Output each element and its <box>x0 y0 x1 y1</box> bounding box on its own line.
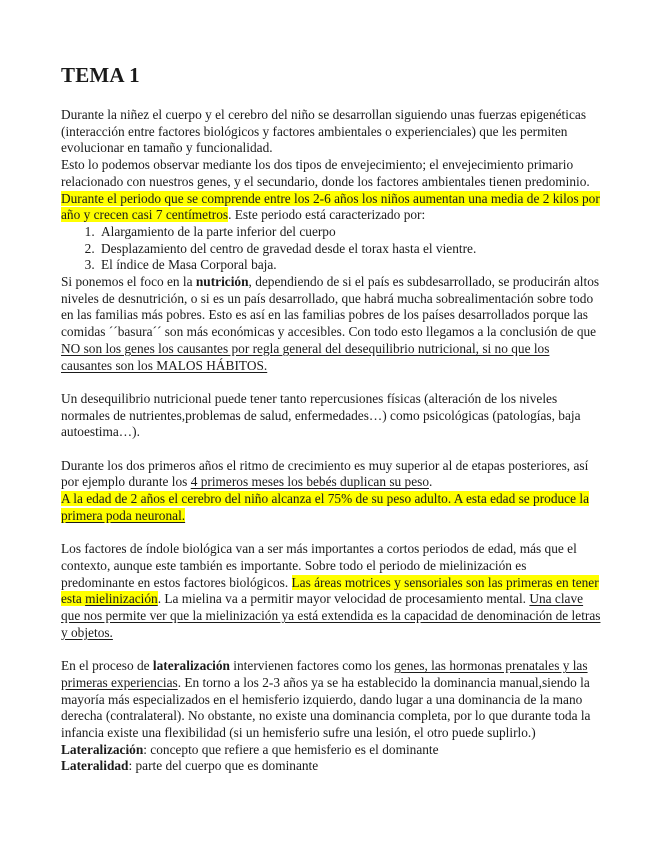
term-lateralizacion: lateralización <box>152 658 230 674</box>
highlight-mielinizacion: mielinización <box>85 591 158 607</box>
list-item: 2. Desplazamiento del centro de gravedad desde el torax hasta el vientre. <box>98 241 602 258</box>
list-item: 3. El índice de Masa Corporal baja. <box>98 257 602 274</box>
definition-term: Lateralización <box>61 741 144 757</box>
paragraph-aging: Esto lo podemos observar mediante los dos tipos de envejecimiento; el envejecimiento primario relacionado con nuestros genes, y el secundario, donde los factores ambientales tienen predominio. <box>61 157 590 189</box>
paragraph-nutrition: Si ponemos el foco en la nutrición, dependiendo de si el país es subdesarrollado, se producirán altos niveles de desnutrición, o si es un país desarrollado, que habrá mucha sobrealimentación sobre todo en las familias más pobres. Esto es así en las familias pobres de los países desarrollados porque las comidas ´´basura´´ son más económicas y accesibles. Con todo esto llegamos a la conclusión de que NO son los genes los causantes por regla general del desequilibrio nutricional, si no que los causantes son los MALOS HÁBITOS. <box>61 274 600 373</box>
underline-neuronal-pruning: primera poda neuronal. <box>61 507 186 523</box>
page-title: TEMA 1 <box>61 63 140 87</box>
term-nutricion: nutrición <box>195 274 249 290</box>
paragraph-growth: Durante el periodo que se comprende entre los 2-6 años los niños aumentan una media de 2 kilos por año y crecen casi 7 centímetros. Este periodo está caracterizado por: <box>61 190 600 223</box>
paragraph-epigenetics: Durante la niñez el cuerpo y el cerebro del niño se desarrollan siguiendo unas fuerzas epigenéticas (interacción entre factores biológicos y factores ambientales o experienciales) que les permiten evolucionar en tamaño y funcionalidad. <box>61 107 587 156</box>
document-body <box>61 107 602 775</box>
paragraph-myelination: Los factores de índole biológica van a ser más importantes a cortos periodos de edad, más que el contexto, aunque este también es importante. Sobre todo el periodo de mielinización es predominante en estos factores biológicos. Las áreas motrices y sensoriales son las primeras en tener esta mielinización. La mielina va a permitir mayor velocidad de procesamiento mental. Una clave que nos permite ver que la mielinización ya está extendida es la capacidad de denominación de letras y objetos. <box>61 541 601 640</box>
underline-factors: genes, las hormonas prenatales y las primeras experiencias <box>61 658 588 690</box>
paragraph-brain-weight <box>61 491 602 524</box>
underline-denomination: Una clave que nos permite ver que la mielinización ya está extendida es la capacidad de denominación de letras y objetos. <box>61 591 601 640</box>
underline-bad-habits: NO son los genes los causantes por regla general del desequilibrio nutricional, si no que los causantes son los MALOS HÁBITOS. <box>61 340 550 373</box>
list-item: 1. Alargamiento de la parte inferior del cuerpo <box>98 224 602 241</box>
highlight-growth: Durante el periodo que se comprende entre los 2-6 años los niños aumentan una media de 2 kilos por año y crecen casi 7 centímetros <box>61 190 600 223</box>
underline-weight-doubling: 4 primeros meses los bebés duplican su peso <box>190 474 429 490</box>
definition-lateralidad: Lateralidad: parte del cuerpo que es dominante <box>61 758 319 774</box>
paragraph-first-years: Durante los dos primeros años el ritmo de crecimiento es muy superior al de etapas posteriores, así por ejemplo durante los 4 primeros meses los bebés duplican su peso. <box>61 457 589 490</box>
definition-term: Lateralidad <box>61 758 129 774</box>
definition-lateralizacion: Lateralización: concepto que refiere a que hemisferio es el dominante <box>61 741 439 757</box>
paragraph-imbalance: Un desequilibrio nutricional puede tener tanto repercusiones físicas (alteración de los niveles normales de nutrientes,problemas de salud, enfermedades…) como psicológicas (patologías, baja autoestima…). <box>61 390 581 440</box>
characteristics-list <box>61 224 602 274</box>
highlight-brain-weight: A la edad de 2 años el cerebro del niño alcanza el 75% de su peso adulto. A esta edad se produce la <box>61 491 589 507</box>
highlight-motor-areas: Las áreas motrices y sensoriales son las primeras en tener esta <box>61 574 599 607</box>
paragraph-lateralization: En el proceso de lateralización intervienen factores como los genes, las hormonas prenatales y las primeras experiencias. En torno a los 2-3 años ya se ha establecido la dominancia manual,siendo la mayoría más especializados en el hemisferio izquierdo, dando lugar a una dominancia de la mano derecha (contralateral). No obstante, no existe una dominancia completa, por lo que durante toda la infancia existe una flexibilidad (si un hemisferio sufre una lesión, el otro puede suplirlo.) <box>61 658 591 740</box>
